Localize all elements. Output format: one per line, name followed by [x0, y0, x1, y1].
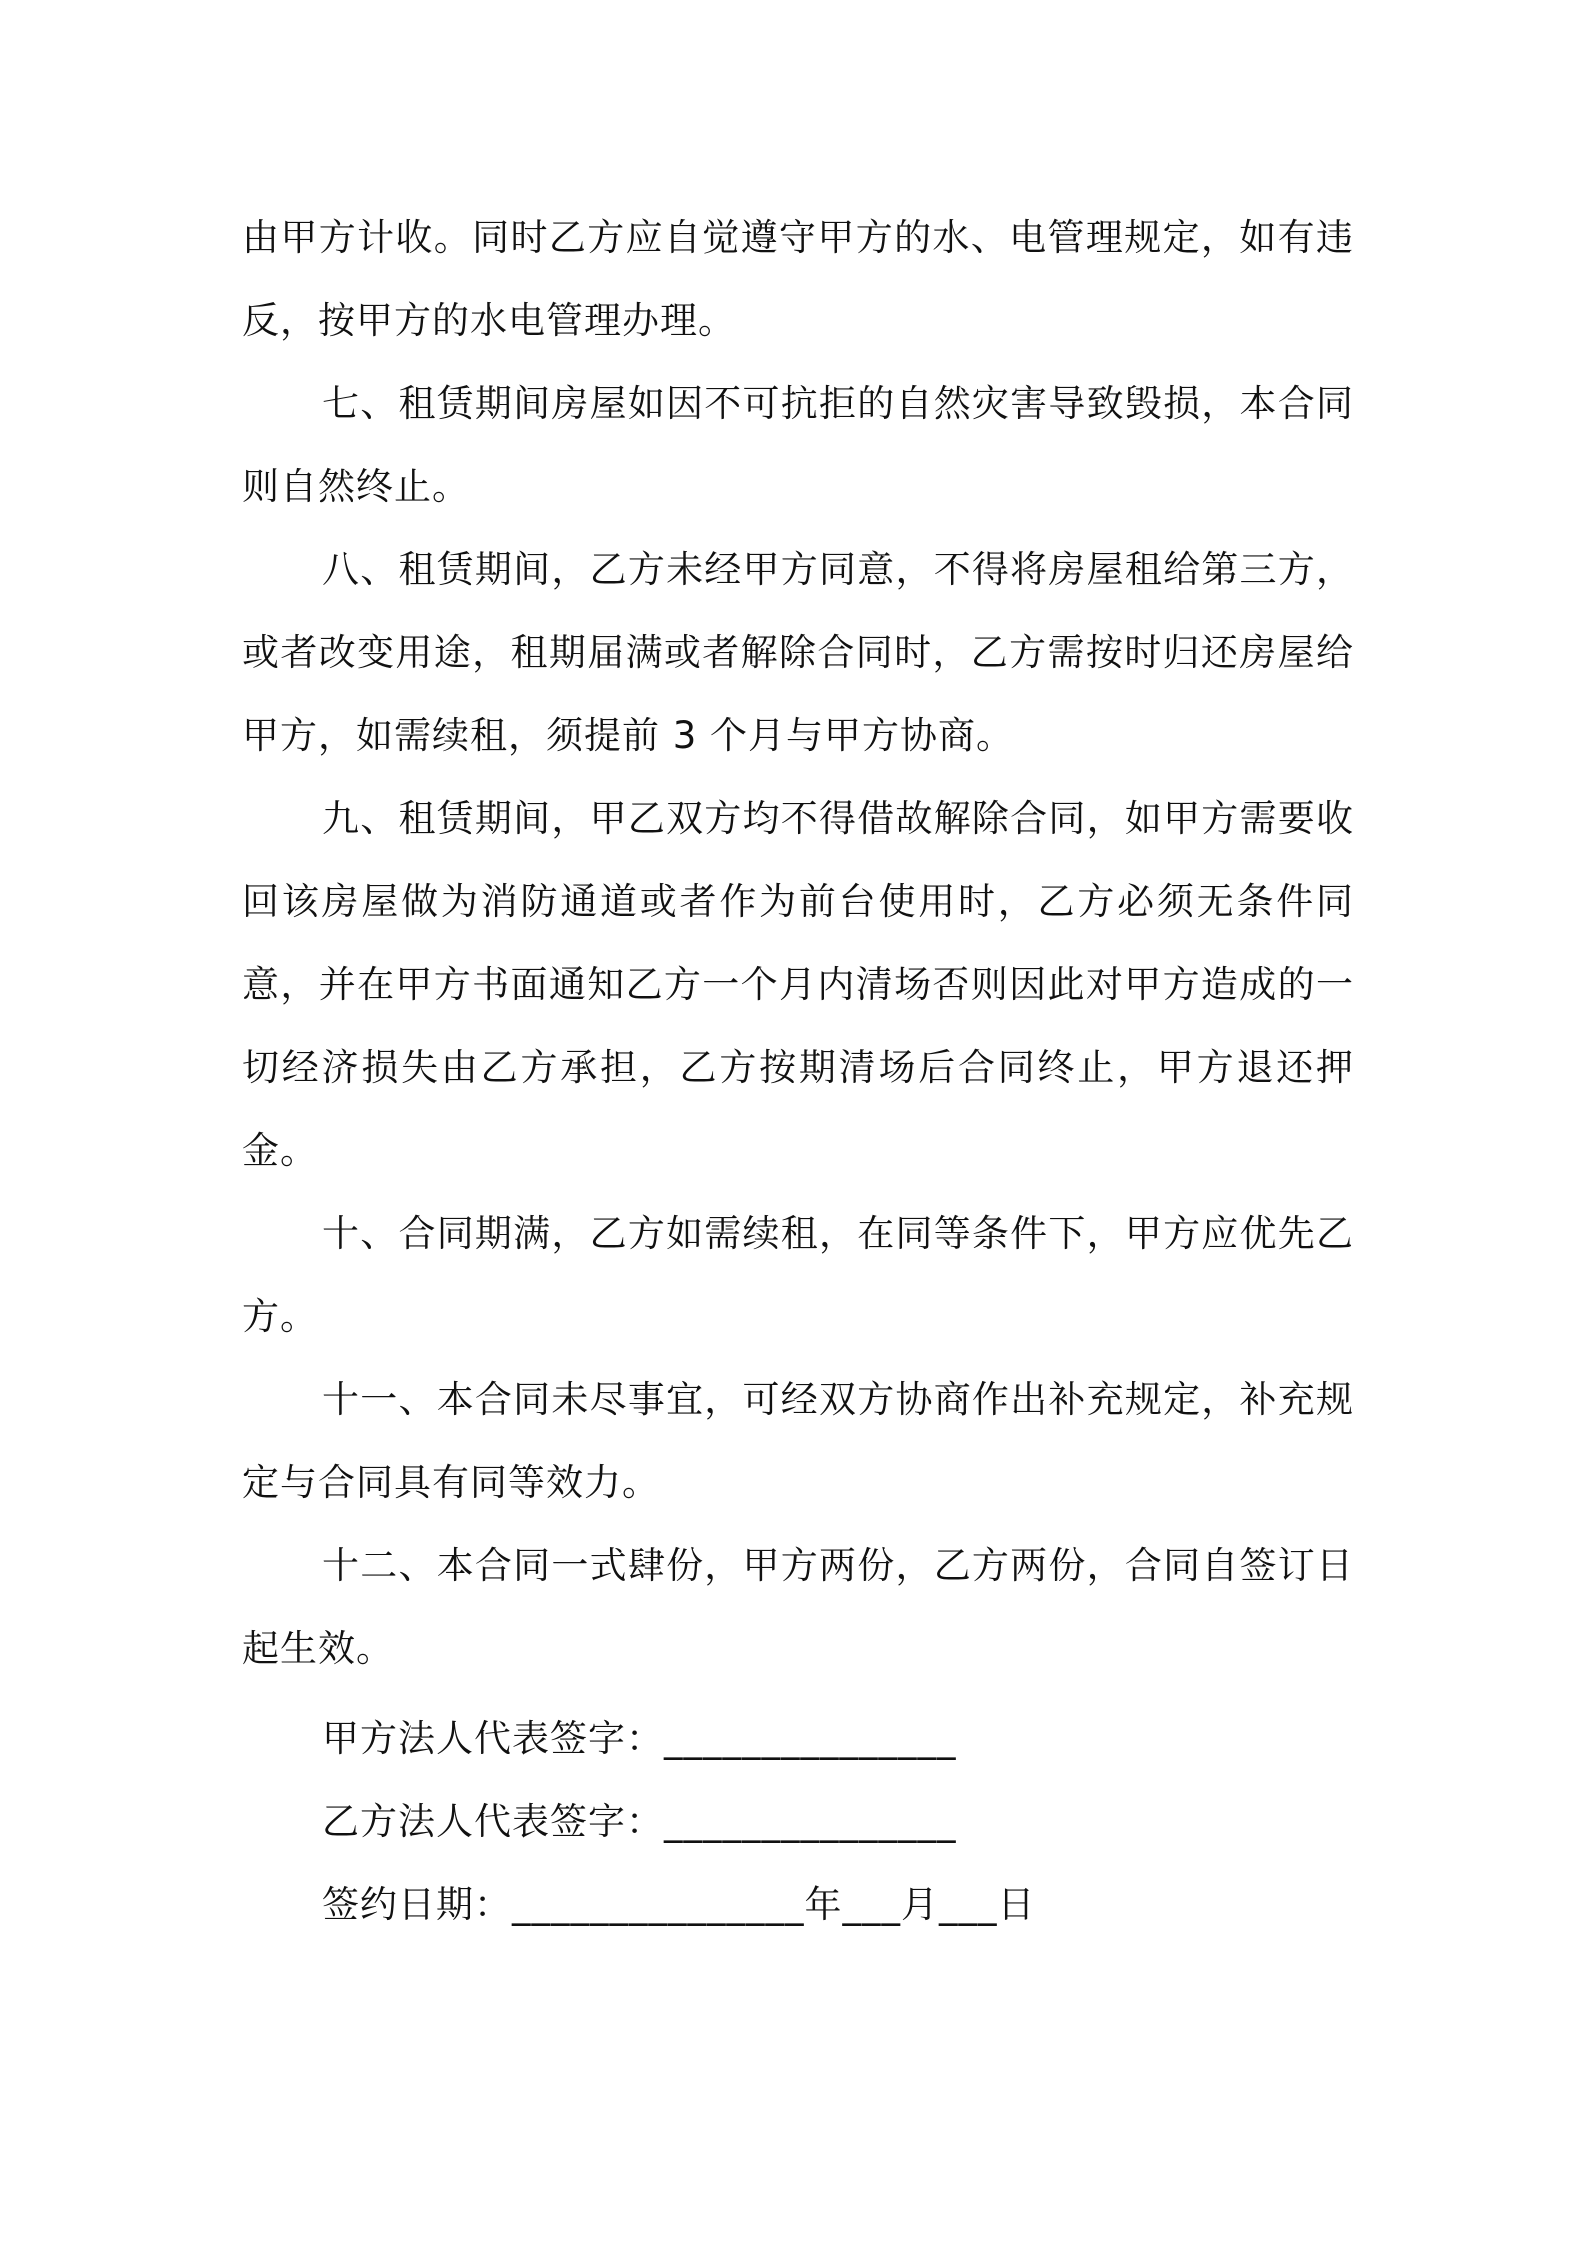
- clause-11: 十一、本合同未尽事宜，可经双方协商作出补充规定，补充规定与合同具有同等效力。: [242, 1378, 1354, 1504]
- party-b-signature-line: 乙方法人代表签字：_______________: [322, 1800, 957, 1843]
- signing-date-line: 签约日期：_______________年___月___日: [322, 1883, 1036, 1926]
- clause-10: 十、合同期满，乙方如需续租，在同等条件下，甲方应优先乙方。: [242, 1212, 1354, 1338]
- clause-12: 十二、本合同一式肆份，甲方两份，乙方两份，合同自签订日起生效。: [242, 1544, 1354, 1670]
- clause-7: 七、租赁期间房屋如因不可抗拒的自然灾害导致毁损，本合同则自然终止。: [242, 382, 1354, 508]
- party-a-signature-line: 甲方法人代表签字：_______________: [322, 1717, 957, 1760]
- paragraph-continuation: 由甲方计收。同时乙方应自觉遵守甲方的水、电管理规定，如有违反，按甲方的水电管理办理。: [242, 216, 1354, 342]
- contract-body: [242, 196, 1354, 1690]
- signature-block: [322, 1697, 1036, 1946]
- clause-8: 八、租赁期间，乙方未经甲方同意，不得将房屋租给第三方，或者改变用途，租期届满或者解除合同时，乙方需按时归还房屋给甲方，如需续租，须提前 3 个月与甲方协商。: [242, 548, 1354, 757]
- clause-9: 九、租赁期间，甲乙双方均不得借故解除合同，如甲方需要收回该房屋做为消防通道或者作为前台使用时，乙方必须无条件同意，并在甲方书面通知乙方一个月内清场否则因此对甲方造成的一切经济损失由乙方承担，乙方按期清场后合同终止，甲方退还押金。: [242, 797, 1354, 1172]
